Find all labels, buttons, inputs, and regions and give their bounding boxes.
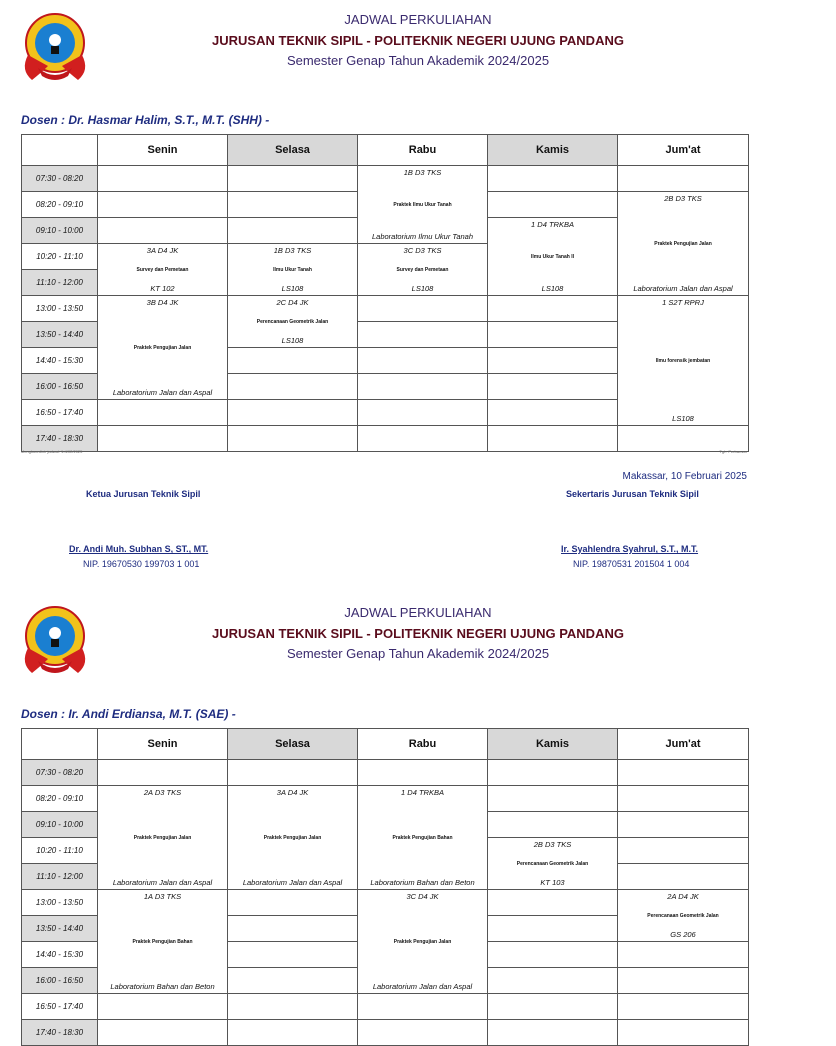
empty-slot-cell [228, 192, 358, 218]
empty-slot-cell [228, 942, 358, 968]
empty-slot-cell [98, 426, 228, 452]
class-group: 1 D4 TRKBA [401, 788, 444, 797]
empty-slot-cell [488, 192, 618, 218]
room-name: LS108 [541, 284, 564, 293]
header-day-senin: Senin [98, 135, 228, 166]
class-session [358, 786, 487, 889]
time-slot-cell: 07:30 - 08:20 [22, 760, 98, 786]
class-session [98, 890, 227, 993]
class-session-cell [488, 218, 618, 296]
room-name: Laboratorium Jalan dan Aspal [242, 878, 343, 887]
room-name: Laboratorium Bahan dan Beton [110, 982, 215, 991]
time-slot-cell: 11:10 - 12:00 [22, 270, 98, 296]
class-session-cell [98, 786, 228, 890]
table-row [22, 994, 749, 1020]
empty-slot-cell [98, 192, 228, 218]
course-name: Ilmu Ukur Tanah [273, 266, 312, 273]
class-session [358, 890, 487, 993]
empty-slot-cell [488, 296, 618, 322]
course-name: Ilmu forensik jembatan [655, 357, 711, 364]
time-slot-cell: 11:10 - 12:00 [22, 864, 98, 890]
empty-slot-cell [488, 400, 618, 426]
empty-slot-cell [98, 218, 228, 244]
room-name: Laboratorium Jalan dan Aspal [112, 388, 213, 397]
course-name: Praktek Pengujian Jalan [133, 834, 192, 841]
room-name: KT 103 [540, 878, 565, 887]
empty-slot-cell [358, 322, 488, 348]
table-header-row [22, 135, 749, 166]
empty-slot-cell [488, 166, 618, 192]
class-group: 3A D4 JK [146, 246, 179, 255]
header-day-rabu: Rabu [358, 729, 488, 760]
empty-slot-cell [358, 760, 488, 786]
empty-slot-cell [488, 1020, 618, 1046]
left-signer-title: Ketua Jurusan Teknik Sipil [86, 489, 201, 499]
empty-slot-cell [618, 1020, 749, 1046]
time-slot-cell: 08:20 - 09:10 [22, 786, 98, 812]
header-day-selasa: Selasa [228, 729, 358, 760]
table-row [22, 166, 749, 192]
course-name: Praktek Pengujian Jalan [133, 344, 192, 351]
class-session-cell [98, 244, 228, 296]
class-session [98, 296, 227, 399]
class-group: 1A D3 TKS [143, 892, 182, 901]
empty-slot-cell [488, 322, 618, 348]
class-group: 1B D3 TKS [403, 168, 442, 177]
empty-slot-cell [358, 296, 488, 322]
empty-slot-cell [358, 994, 488, 1020]
table-row [22, 890, 749, 916]
empty-slot-cell [228, 218, 358, 244]
empty-slot-cell [228, 1020, 358, 1046]
course-name: Praktek Ilmu Ukur Tanah [393, 201, 452, 208]
time-slot-cell: 08:20 - 09:10 [22, 192, 98, 218]
class-group: 1 D4 TRKBA [531, 220, 574, 229]
table-row [22, 1020, 749, 1046]
empty-slot-cell [488, 994, 618, 1020]
time-slot-cell: 09:10 - 10:00 [22, 812, 98, 838]
room-name: LS108 [281, 336, 304, 345]
header-semester: Semester Genap Tahun Akademik 2024/2025 [286, 646, 550, 661]
class-session-cell [228, 786, 358, 890]
room-name: Laboratorium Bahan dan Beton [370, 878, 475, 887]
room-name: Laboratorium Jalan dan Aspal [112, 878, 213, 887]
time-slot-cell: 10:20 - 11:10 [22, 838, 98, 864]
empty-slot-cell [488, 942, 618, 968]
class-session [98, 786, 227, 889]
class-session-cell [98, 296, 228, 400]
course-name: Perencanaan Geometrik Jalan [516, 860, 589, 867]
header-corner [22, 135, 98, 166]
class-session [488, 218, 617, 295]
class-group: 1 S2T RPRJ [662, 298, 704, 307]
time-slot-cell: 14:40 - 15:30 [22, 348, 98, 374]
class-session [98, 244, 227, 295]
schedule-table [21, 134, 749, 452]
empty-slot-cell [228, 400, 358, 426]
empty-slot-cell [488, 348, 618, 374]
empty-slot-cell [488, 890, 618, 916]
class-session-cell [98, 890, 228, 994]
empty-slot-cell [228, 760, 358, 786]
empty-slot-cell [488, 786, 618, 812]
empty-slot-cell [228, 374, 358, 400]
course-name: Perencanaan Geometrik Jalan [256, 318, 329, 325]
empty-slot-cell [98, 1020, 228, 1046]
course-name: Praktek Pengujian Jalan [654, 240, 712, 247]
empty-slot-cell [358, 400, 488, 426]
course-name: Survey dan Pemetaan [136, 266, 189, 273]
empty-slot-cell [228, 916, 358, 942]
class-session-cell [618, 890, 749, 942]
header-department: JURUSAN TEKNIK SIPIL - POLITEKNIK NEGERI UJUNG PANDANG [212, 33, 624, 48]
class-session [618, 296, 748, 425]
course-name: Perencanaan Geometrik Jalan [647, 912, 719, 919]
empty-slot-cell [618, 812, 749, 838]
empty-slot-cell [228, 890, 358, 916]
empty-slot-cell [488, 426, 618, 452]
class-group: 3C D4 JK [406, 892, 439, 901]
header-day-senin: Senin [98, 729, 228, 760]
schedule-block-2 [0, 595, 768, 1037]
header-day-selasa: Selasa [228, 135, 358, 166]
course-name: Praktek Pengujian Bahan [132, 938, 193, 945]
class-session-cell [618, 192, 749, 296]
course-name: Praktek Pengujian Jalan [263, 834, 322, 841]
empty-slot-cell [228, 348, 358, 374]
empty-slot-cell [488, 374, 618, 400]
time-slot-cell: 14:40 - 15:30 [22, 942, 98, 968]
class-group: 3B D4 JK [146, 298, 179, 307]
table-row [22, 760, 749, 786]
empty-slot-cell [618, 864, 749, 890]
empty-slot-cell [618, 942, 749, 968]
class-group: 3A D4 JK [276, 788, 309, 797]
empty-slot-cell [358, 348, 488, 374]
class-session-cell [228, 296, 358, 348]
empty-slot-cell [98, 166, 228, 192]
header-semester: Semester Genap Tahun Akademik 2024/2025 [286, 53, 550, 68]
room-name: GS 206 [670, 930, 696, 939]
place-date: Makassar, 10 Februari 2025 [622, 471, 747, 482]
class-group: 1B D3 TKS [273, 246, 312, 255]
header-day-rabu: Rabu [358, 135, 488, 166]
header-corner [22, 729, 98, 760]
empty-slot-cell [358, 426, 488, 452]
empty-slot-cell [618, 426, 749, 452]
header-department: JURUSAN TEKNIK SIPIL - POLITEKNIK NEGERI UJUNG PANDANG [212, 626, 624, 641]
empty-slot-cell [358, 374, 488, 400]
class-session [358, 244, 487, 295]
empty-slot-cell [618, 760, 749, 786]
time-slot-cell: 16:00 - 16:50 [22, 968, 98, 994]
time-slot-cell: 07:30 - 08:20 [22, 166, 98, 192]
lecturer-name: Dosen : Ir. Andi Erdiansa, M.T. (SAE) - [21, 707, 236, 721]
empty-slot-cell [488, 760, 618, 786]
time-slot-cell: 17:40 - 18:30 [22, 426, 98, 452]
empty-slot-cell [228, 994, 358, 1020]
time-slot-cell: 09:10 - 10:00 [22, 218, 98, 244]
empty-slot-cell [618, 994, 749, 1020]
empty-slot-cell [618, 166, 749, 192]
time-slot-cell: 16:50 - 17:40 [22, 400, 98, 426]
class-session-cell [358, 166, 488, 244]
right-signer-title: Sekertaris Jurusan Teknik Sipil [566, 489, 699, 499]
lecturer-name: Dosen : Dr. Hasmar Halim, S.T., M.T. (SHH) - [21, 113, 270, 127]
empty-slot-cell [618, 968, 749, 994]
class-session [618, 192, 748, 295]
empty-slot-cell [228, 166, 358, 192]
time-slot-cell: 16:00 - 16:50 [22, 374, 98, 400]
room-name: LS108 [672, 414, 694, 423]
class-session [488, 838, 617, 889]
course-name: Praktek Pengujian Jalan [393, 938, 452, 945]
class-session-cell [618, 296, 749, 426]
room-name: KT 102 [150, 284, 175, 293]
course-name: Survey dan Pemetaan [396, 266, 449, 273]
left-signer-name: Dr. Andi Muh. Subhan S, ST., MT. [69, 544, 209, 554]
empty-slot-cell [618, 786, 749, 812]
room-name: Laboratorium Ilmu Ukur Tanah [371, 232, 474, 241]
header-day-kamis: Kamis [488, 729, 618, 760]
schedule-table [21, 728, 749, 1046]
time-slot-cell: 10:20 - 11:10 [22, 244, 98, 270]
class-session-cell [358, 244, 488, 296]
class-session [228, 786, 357, 889]
empty-slot-cell [488, 968, 618, 994]
time-slot-cell: 13:50 - 14:40 [22, 322, 98, 348]
empty-slot-cell [98, 760, 228, 786]
class-session-cell [228, 244, 358, 296]
class-session [228, 296, 357, 347]
time-slot-cell: 13:00 - 13:50 [22, 890, 98, 916]
footnote-right: Tgl.: Perbaruan [719, 449, 747, 454]
header-title: JADWAL PERKULIAHAN [344, 605, 492, 620]
table-row [22, 296, 749, 322]
room-name: Laboratorium Jalan dan Aspal [633, 284, 733, 293]
table-header-row [22, 729, 749, 760]
time-slot-cell: 16:50 - 17:40 [22, 994, 98, 1020]
class-group: 2B D3 TKS [533, 840, 572, 849]
time-slot-cell: 13:00 - 13:50 [22, 296, 98, 322]
empty-slot-cell [228, 426, 358, 452]
empty-slot-cell [488, 916, 618, 942]
empty-slot-cell [98, 400, 228, 426]
right-signer-nip: NIP. 19870531 201504 1 004 [573, 559, 690, 569]
class-group: 2C D4 JK [276, 298, 309, 307]
class-group: 2B D3 TKS [664, 194, 702, 203]
table-row [22, 426, 749, 452]
class-session-cell [488, 838, 618, 890]
empty-slot-cell [488, 812, 618, 838]
empty-slot-cell [618, 838, 749, 864]
right-signer-name: Ir. Syahlendra Syahrul, S.T., M.T. [561, 544, 699, 554]
class-session [358, 166, 487, 243]
header-day-jumat: Jum'at [618, 729, 749, 760]
class-session-cell [358, 786, 488, 890]
empty-slot-cell [358, 1020, 488, 1046]
header-title: JADWAL PERKULIAHAN [344, 12, 492, 27]
class-group: 2A D4 JK [667, 892, 699, 901]
time-slot-cell: 17:40 - 18:30 [22, 1020, 98, 1046]
class-session-cell [358, 890, 488, 994]
empty-slot-cell [228, 968, 358, 994]
class-session [618, 890, 748, 941]
table-row [22, 786, 749, 812]
class-group: 2A D3 TKS [143, 788, 182, 797]
time-slot-cell: 13:50 - 14:40 [22, 916, 98, 942]
empty-slot-cell [98, 994, 228, 1020]
class-session [228, 244, 357, 295]
footnote-left: Mengkoordinir jadwal: 1-4/02/2025 [21, 449, 83, 454]
room-name: LS108 [411, 284, 434, 293]
room-name: Laboratorium Jalan dan Aspal [372, 982, 473, 991]
header-day-jumat: Jum'at [618, 135, 749, 166]
course-name: Ilmu Ukur Tanah II [531, 253, 574, 260]
header-day-kamis: Kamis [488, 135, 618, 166]
left-signer-nip: NIP. 19670530 199703 1 001 [83, 559, 200, 569]
course-name: Praktek Pengujian Bahan [392, 834, 453, 841]
room-name: LS108 [281, 284, 304, 293]
class-group: 3C D3 TKS [403, 246, 442, 255]
